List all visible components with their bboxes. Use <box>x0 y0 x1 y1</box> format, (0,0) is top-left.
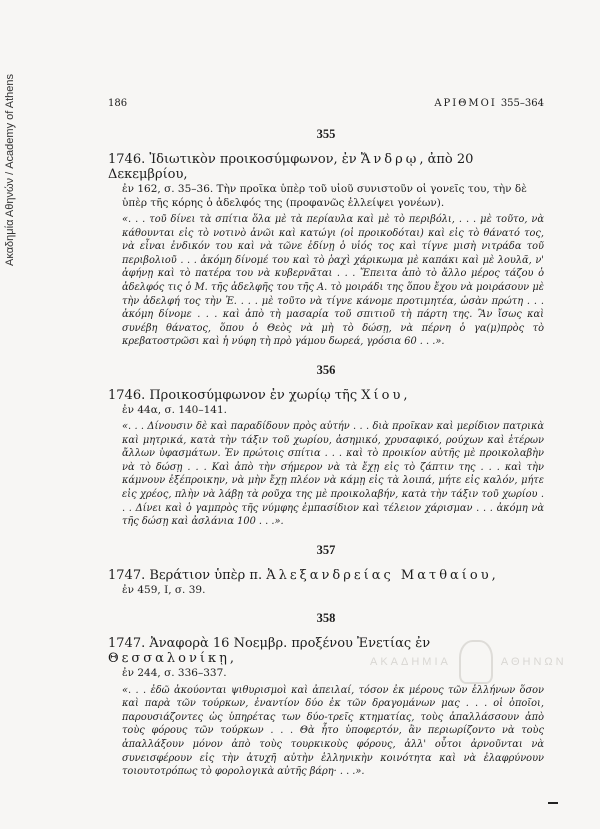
running-title: ΑΡΙΘΜΟΙ 355–364 <box>434 98 544 109</box>
archive-side-label: Ακαδημία Αθηνών / Academy of Athens <box>4 74 16 267</box>
entry-reference: ἐν 162, σ. 35–36. Τὴν προῖκα ὑπὲρ τοῦ υἱοῦ συνιστοῦν οἱ γονεῖς του, τὴν δὲ ὑπὲρ τῆς κόρης ὁ ἀδελφός της (προφανῶς ἐλλείψει γονέων). <box>122 183 527 209</box>
entry-355 <box>108 127 544 349</box>
entry-quote: «. . . Δίνουσιν δὲ καὶ παραδίδουν πρὸς αὐτήν . . . διὰ προῖκαν καὶ μερίδιον πατρικὰ καὶ μητρικά, κατὰ τὴν τάξιν τοῦ χωρίου, ἀσημικό, χρυσαφικό, ρούχων καὶ ἑτέρων ἄλλων ὑφασμάτων. Ἐν πρώτοις σπίτια . . . καὶ τὸ προικίον αὐτῆς μὲ προικολαβὴν νὰ τὸ δώσῃ . . . Καὶ ἀπὸ τὴν σήμερον νὰ τὰ ἔχῃ εἰς τὸ ζάπτιν της . . . καὶ τὴν κάμνουν ἐξέπροικην, νὰ μὴν ἔχῃ πλέον νὰ κάμῃ εἰς τὰ λοιπά, μήτε εἰς καλόν, μήτε εἰς χρέος, πλὴν νὰ λάβῃ τὰ ροῦχα της μὲ προικολαβήν, κατὰ τὴν τάξιν τοῦ χωρίου . . . Δίνει καὶ ὁ γαμπρὸς τῆς νύμφης ἐμπασίδιον καὶ τέλειον χάρισμαν . . . ἀκόμη νὰ τῆς δώσῃ καὶ ἀσλάνια 100 . . .». <box>122 420 544 528</box>
entry-reference: ἐν 459, Ι, σ. 39. <box>122 583 206 596</box>
entry-quote: «. . . τοῦ δίνει τὰ σπίτια ὅλα μὲ τὰ περίαυλα καὶ μὲ τὸ περιβόλι, . . . μὲ τοῦτο, νὰ κάθουνται εἰς τὸ νοτινὸ ἀνῶι καὶ κατώγι (οἱ προικοδόται) καὶ εἰς τὸ θάνατό τος, νὰ εἶναι ἐνδικόν του καὶ νὰ τῶνε ἐδίνῃ ὁ υἱός τος καὶ τίγνε μισὴ νιτράδα τοῦ περιβολιοῦ . . . ἀκόμη δίνομέ του καὶ τὸ ῥαχὶ χάρικωμα μὲ καπάκι καὶ μὲ λουλᾶ, ν' ἀφήνῃ καὶ τὸ πατέρα του νὰ κυβερνᾶται . . . Ἔπειτα ἀπὸ τὸ ἄλλο μέρος τάζου ὁ ἀδελφός τις ὁ Μ. τῆς ἀδελφῆς του τῆς Α. τὸ μοιράδι της ὅπου ἔχου νὰ μοιράσουν μὲ τὴν ἀδελφή τος τὴν Ἐ. . . . μὲ τοῦτο νὰ τίγνε κάνομε προτιμητέα, ὡσὰν πρώτη . . . ἀκόμη δίνομε . . . καὶ ἀπὸ τὴ μασαρία τοῦ σπιτιοῦ τὴ πάρτη της. Ἂν ἴσως καὶ συνέβη θάνατος, ὅπου ὁ Θεὸς νὰ μὴ τὸ δώσῃ, νὰ πέρνη ὁ γα(μ)πρὸς τὸ κρεβατοστρῶσι καὶ ἡ νύφη τὴ πρὸ γάμου δωρεά, γρόσια 60 . . .». <box>122 214 544 348</box>
entry-quote: «. . . ἐδῶ ἀκούονται ψιθυρισμοὶ καὶ ἀπειλαί, τόσον ἐκ μέρους τῶν ἑλλήνων ὅσον καὶ παρὰ τῶν τούρκων, ἐναντίον δύο ἐκ τῶν δραγομάνων μας . . . οἱ ὁποῖοι, παρουσιάζοντες ὡς ὑπηρέτας των δύο-τρεῖς κτηματίας, τοὺς ἀπαλλάσσουν ἀπὸ τοὺς φόρους τῶν τούρκων . . . Θὰ ἦτο ὑποφερτόν, ἂν περιωρίζοντο νὰ τοὺς ἀπαλλάξουν μόνον ἀπὸ τοὺς τουρκικοὺς φόρους, ἀλλ' οὗτοι ἀρνοῦνται νὰ συνεισφέρουν εἰς τὴν ἀτυχῆ αὐτὴν ἑλληνικὴν κοινότητα καὶ νὰ ἐλαφρύνουν τοιουτοτρόπως τὸ φορολογικὰ αὐτῆς βάρη· . . .». <box>122 684 544 778</box>
entry-heading: 1746. Προικοσύμφωνον ἐν χωρίῳ τῆς Χίου, <box>108 387 408 403</box>
running-head <box>108 98 544 109</box>
academy-watermark: ΑΚΑΔΗΜΙΑ ΑΘΗΝΩΝ <box>370 640 567 684</box>
entry-number: 358 <box>316 610 336 625</box>
page-body <box>108 98 544 793</box>
page-number: 186 <box>108 98 128 109</box>
entry-number: 356 <box>316 362 336 377</box>
entry-358 <box>108 611 544 779</box>
entry-357 <box>108 543 544 597</box>
entry-reference: ἐν 44α, σ. 140–141. <box>122 403 227 416</box>
entry-reference: ἐν 244, σ. 336–337. <box>122 666 227 679</box>
entry-number: 355 <box>316 127 336 141</box>
entry-number: 357 <box>316 542 336 557</box>
academy-emblem-icon <box>459 640 493 684</box>
margin-dash <box>548 802 558 804</box>
entry-range: 355–364 <box>500 98 544 109</box>
entry-356 <box>108 363 544 529</box>
entry-heading: 1747. Βεράτιον ὑπὲρ π. Ἀλεξανδρείας Ματθαίου, <box>108 567 496 583</box>
entry-heading: 1747. Ἀναφορὰ 16 Νοεμβρ. προξένου Ἐνετίας ἐν Θεσσαλονίκῃ, <box>108 635 431 666</box>
entry-heading: 1746. Ἰδιωτικὸν προικοσύμφωνον, ἐν Ἄνδρῳ, ἀπὸ 20 Δεκεμβρίου, <box>108 152 474 182</box>
